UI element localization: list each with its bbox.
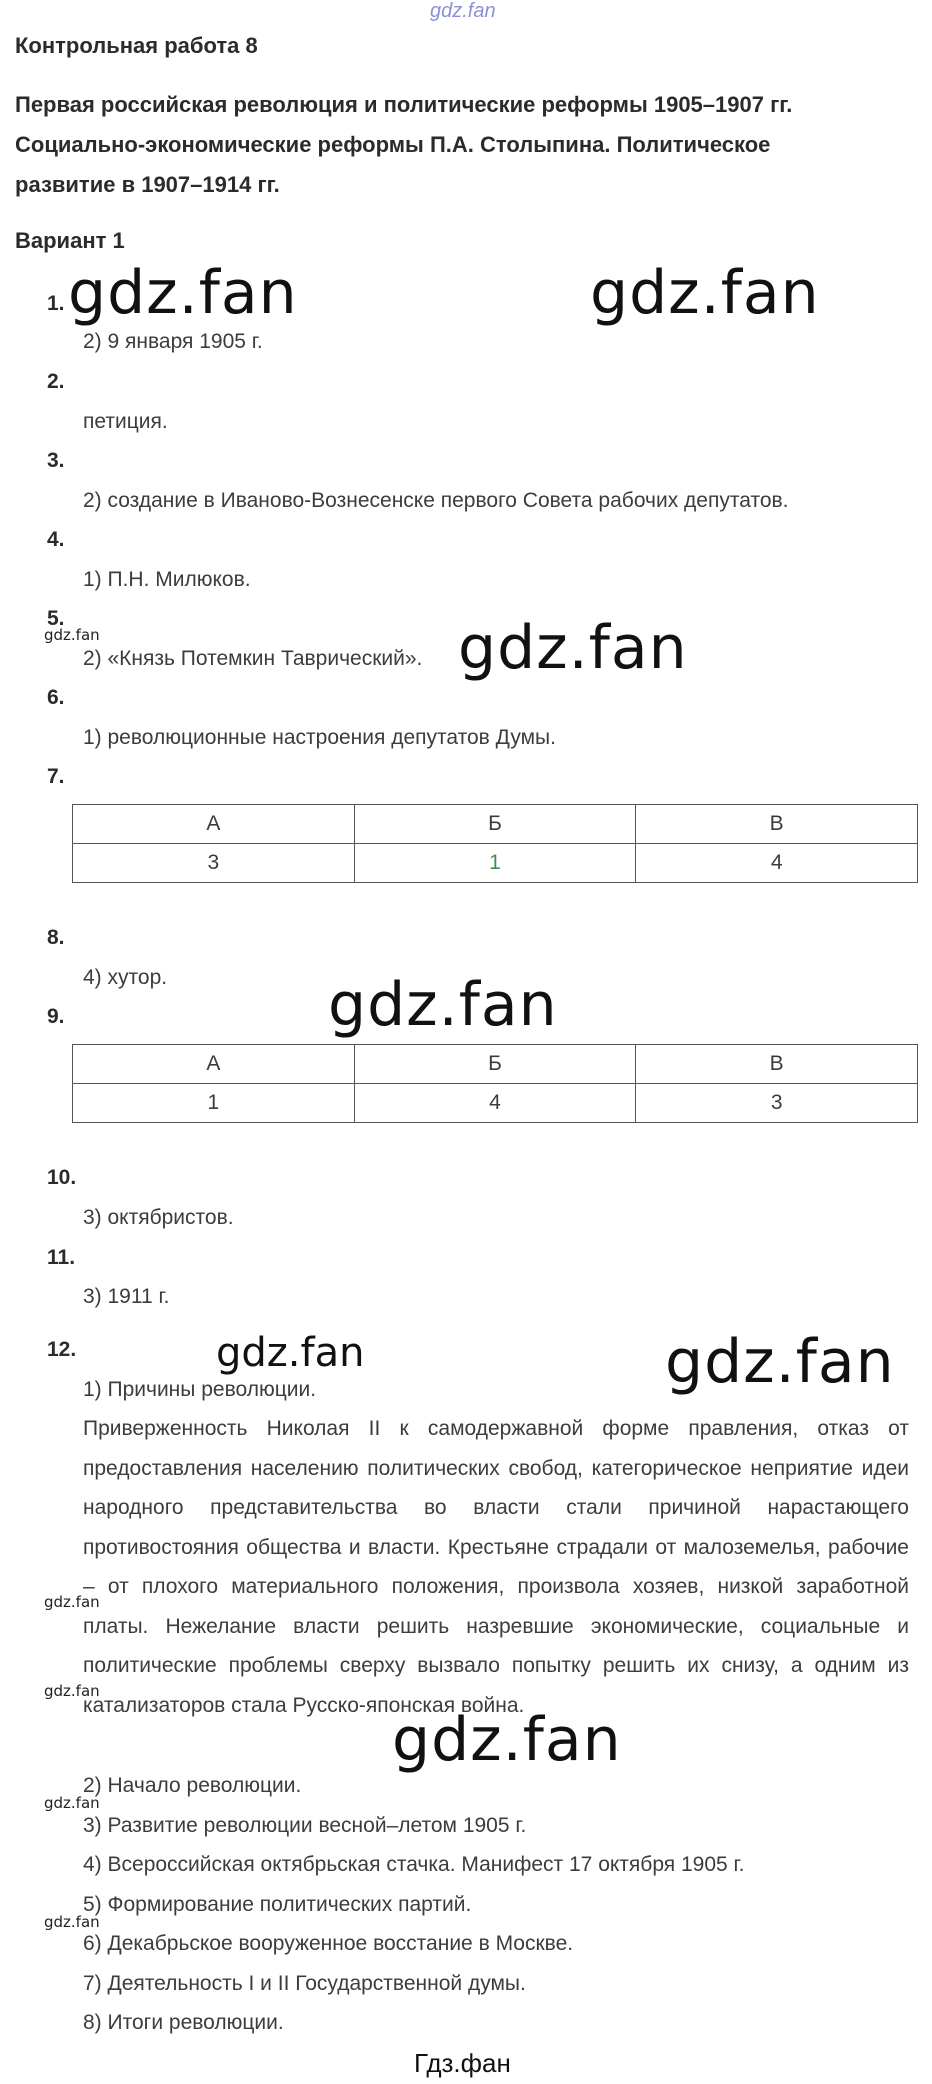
answer-text: 4) хутор.	[83, 966, 168, 989]
watermark: gdz.fan	[216, 1330, 365, 1376]
question-number: 11.	[47, 1246, 76, 1269]
watermark: gdz.fan	[458, 613, 688, 683]
table-cell: 1	[354, 844, 636, 883]
variant-label: Вариант 1	[15, 228, 125, 253]
plan-item: 2) Начало революции.	[83, 1774, 302, 1797]
watermark-small: gdz.fan	[44, 1794, 100, 1812]
table-header-cell: В	[636, 805, 918, 844]
table-row	[73, 844, 918, 883]
watermark: gdz.fan	[392, 1705, 622, 1775]
question-number: 6.	[47, 686, 65, 709]
plan-item: 3) Развитие революции весной–летом 1905 г.	[83, 1814, 527, 1837]
plan-item: 8) Итоги революции.	[83, 2011, 284, 2034]
plan-item: 7) Деятельность I и II Государственной думы.	[83, 1972, 526, 1995]
answer-table-q9	[72, 1044, 918, 1123]
table-cell: 3	[73, 844, 355, 883]
watermark: gdz.fan	[665, 1327, 895, 1397]
question-number: 2.	[47, 370, 65, 393]
plan-item: 1) Причины революции.	[83, 1378, 317, 1401]
topic-line-3: развитие в 1907–1914 гг.	[15, 172, 280, 197]
table-cell: 4	[354, 1084, 636, 1123]
question-number: 8.	[47, 926, 65, 949]
watermark-small: gdz.fan	[44, 1593, 100, 1611]
table-cell: 1	[73, 1084, 355, 1123]
answer-text: 2) «Князь Потемкин Таврический».	[83, 647, 423, 670]
watermark-small: gdz.fan	[44, 626, 100, 644]
table-header-cell: А	[73, 1045, 355, 1084]
work-title: Контрольная работа 8	[15, 33, 258, 58]
answer-table-q7	[72, 804, 918, 883]
answer-text: петиция.	[83, 410, 168, 433]
table-header-cell: Б	[354, 805, 636, 844]
answer-text: 1) революционные настроения депутатов Думы.	[83, 726, 556, 749]
watermark: gdz.fan	[328, 970, 558, 1040]
plan-item: 6) Декабрьское вооруженное восстание в Москве.	[83, 1932, 574, 1955]
table-cell: 4	[636, 844, 918, 883]
question-number: 9.	[47, 1005, 65, 1028]
question-number: 7.	[47, 765, 65, 788]
top-watermark: gdz.fan	[430, 0, 496, 22]
question-number: 12.	[47, 1338, 77, 1361]
watermark-small: gdz.fan	[44, 1682, 100, 1700]
question-number: 1.	[47, 292, 65, 315]
table-header-row	[73, 1045, 918, 1084]
answer-text: 3) 1911 г.	[83, 1285, 170, 1308]
watermark: gdz.fan	[68, 258, 298, 328]
topic-line-1: Первая российская революция и политические реформы 1905–1907 гг.	[15, 92, 793, 117]
topic-line-2: Социально-экономические реформы П.А. Столыпина. Политическое	[15, 132, 771, 157]
footer-watermark: Гдз.фан	[414, 2048, 511, 2078]
plan-item: 5) Формирование политических партий.	[83, 1893, 472, 1916]
table-cell: 3	[636, 1084, 918, 1123]
watermark-small: gdz.fan	[44, 1913, 100, 1931]
question-number: 3.	[47, 449, 65, 472]
table-header-cell: А	[73, 805, 355, 844]
answer-paragraph: Приверженность Николая II к самодержавной форме правления, отказ от предоставления населению политических свобод, категорическое неприятие идеи народного представительства во власти стали причиной нарастающего противостояния общества и власти. Крестьяне страдали от малоземелья, рабочие – от плохого материального положения, произвола хозяев, низкой заработной платы. Нежелание власти решить назревшие экономические, социальные и политические проблемы сверху вызвало попытку решить их снизу, а одним из катализаторов стала Русско-японская война.	[83, 1417, 909, 1717]
plan-item: 4) Всероссийская октябрьская стачка. Манифест 17 октября 1905 г.	[83, 1853, 745, 1876]
table-row	[73, 1084, 918, 1123]
answer-text: 2) создание в Иваново-Вознесенске первого Совета рабочих депутатов.	[83, 489, 789, 512]
answer-text: 3) октябристов.	[83, 1206, 234, 1229]
table-header-row	[73, 805, 918, 844]
answer-text: 1) П.Н. Милюков.	[83, 568, 251, 591]
table-header-cell: В	[636, 1045, 918, 1084]
watermark: gdz.fan	[590, 258, 820, 328]
answer-text: 2) 9 января 1905 г.	[83, 330, 263, 353]
question-number: 10.	[47, 1166, 77, 1189]
table-header-cell: Б	[354, 1045, 636, 1084]
question-number: 5.	[47, 607, 65, 630]
question-number: 4.	[47, 528, 65, 551]
